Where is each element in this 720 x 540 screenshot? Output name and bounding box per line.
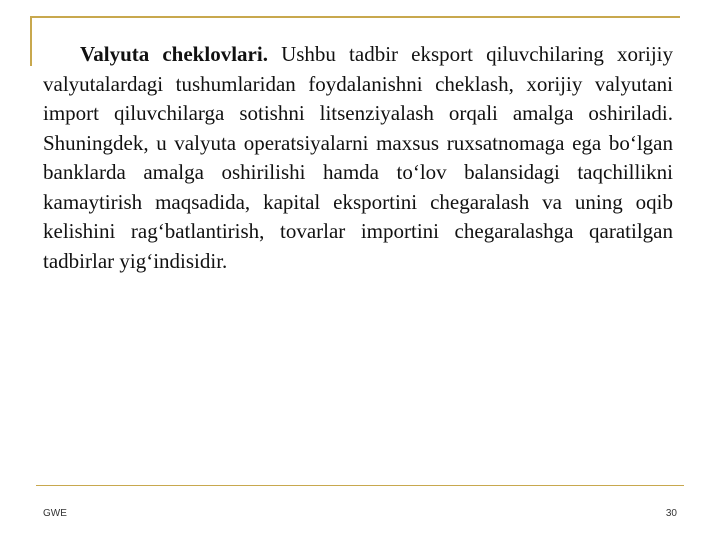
paragraph-body: Ushbu tadbir eksport qiluvchilaring xorijiy valyutalardagi tushumlaridan foydalanishni cheklash, xorijiy valyutani import qiluvchilarga sotishni litsenziyalash orqali amalga oshiriladi. Shuningdek, u valyuta operatsiyalarni maxsus ruxsatnomaga ega bo‘lgan banklarda amalga oshirilishi hamda to‘lov balansidagi taqchillikni kamaytirish maqsadida, kapital eksportini chegaralash va uning oqib kelishini rag‘batlantirish, tovarlar importini chegaralashga qaratilgan tadbirlar yig‘indisidir. [43, 42, 674, 273]
paragraph-lead: Valyuta cheklovlari. [80, 42, 268, 66]
footer-label: GWE [43, 508, 67, 519]
left-border-line [30, 16, 32, 66]
footer-divider-line [36, 485, 684, 486]
page-number: 30 [665, 508, 677, 519]
slide-paragraph [43, 40, 673, 276]
top-border-line [30, 16, 680, 18]
